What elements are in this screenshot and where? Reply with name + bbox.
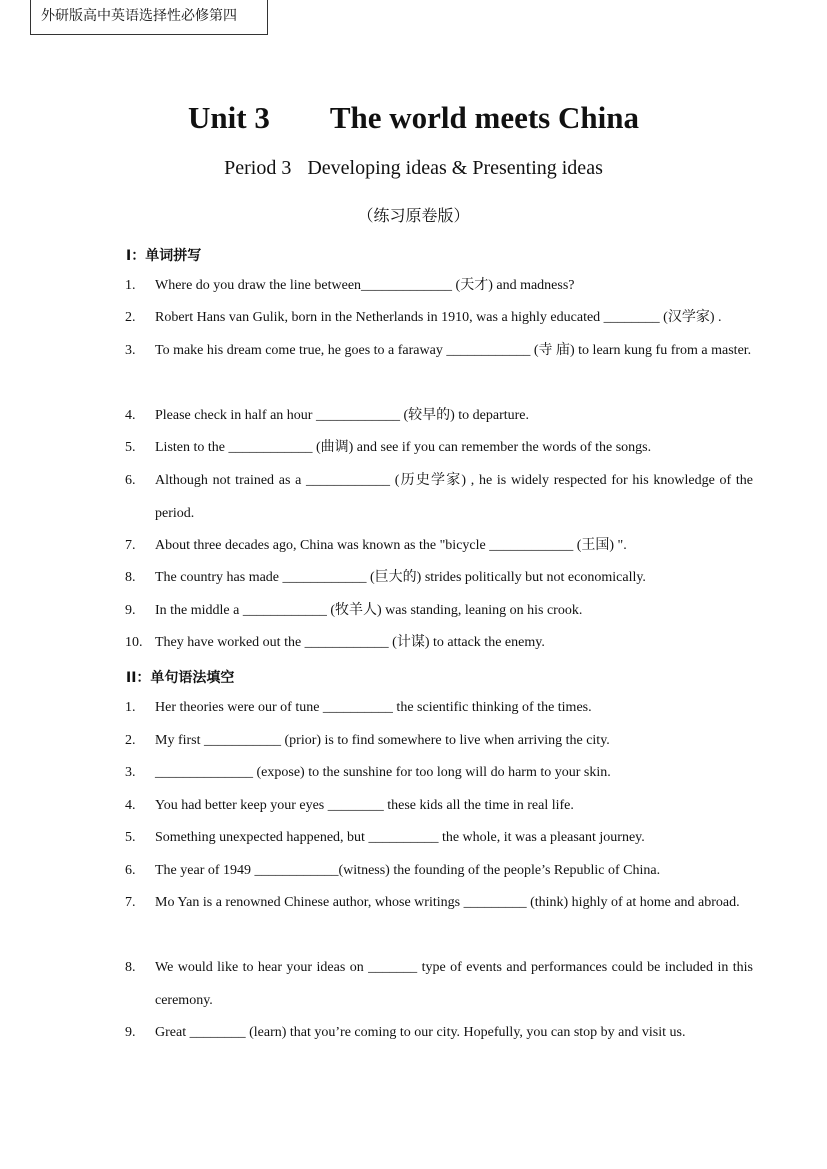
item-text: About three decades ago, China was known as the "bicycle ____________ (王国) ".: [155, 538, 627, 553]
item-number: 7.: [125, 538, 136, 553]
item-number: 3.: [125, 765, 136, 780]
item-number: 10.: [125, 635, 143, 650]
item-text: ______________ (expose) to the sunshine for too long will do harm to your skin.: [155, 765, 611, 780]
item-text: They have worked out the ____________ (计谋) to attack the enemy.: [155, 635, 545, 650]
section-1-heading: I：单词拼写: [126, 248, 202, 264]
list-item: [125, 855, 753, 888]
item-text: Something unexpected happened, but __________ the whole, it was a pleasant journey.: [155, 830, 645, 845]
item-text: Great ________ (learn) that you’re coming to our city. Hopefully, you can stop by and visit us.: [155, 1025, 686, 1040]
list-item: [125, 887, 753, 920]
item-number: 3.: [125, 343, 136, 358]
item-text: Robert Hans van Gulik, born in the Netherlands in 1910, was a highly educated ________ (汉学家) .: [155, 310, 722, 325]
item-number: 2.: [125, 733, 136, 748]
item-text: My first ___________ (prior) is to find somewhere to live when arriving the city.: [155, 733, 610, 748]
item-number: 4.: [125, 798, 136, 813]
list-item: [125, 692, 753, 725]
item-number: 8.: [125, 570, 136, 585]
item-number: 7.: [125, 895, 136, 910]
item-text: Where do you draw the line between_____________ (天才) and madness?: [155, 278, 575, 293]
list-item: [125, 595, 753, 628]
list-item: [125, 790, 753, 823]
item-number: 6.: [125, 473, 136, 488]
unit-number: Unit 3: [188, 100, 270, 135]
unit-title: [0, 100, 827, 136]
item-text: The country has made ____________ (巨大的) strides politically but not economically.: [155, 570, 646, 585]
item-text: Please check in half an hour ____________ (较早的) to departure.: [155, 408, 530, 423]
period-topic: Developing ideas & Presenting ideas: [307, 157, 603, 179]
period-subtitle: [0, 157, 827, 180]
item-number: 8.: [125, 960, 136, 975]
item-text: In the middle a ____________ (牧羊人) was standing, leaning on his crook.: [155, 603, 583, 618]
item-number: 5.: [125, 830, 136, 845]
version-label: （练习原卷版）: [357, 206, 470, 225]
item-number: 9.: [125, 603, 136, 618]
list-item: [125, 400, 753, 433]
item-text: You had better keep your eyes ________ these kids all the time in real life.: [155, 798, 574, 813]
unit-name: The world meets China: [329, 100, 639, 135]
list-item: [125, 270, 753, 303]
item-number: 6.: [125, 863, 136, 878]
list-item: [125, 822, 753, 855]
list-item: [125, 1017, 753, 1050]
item-text: Listen to the ____________ (曲调) and see if you can remember the words of the songs.: [155, 440, 652, 455]
item-number: 9.: [125, 1025, 136, 1040]
list-item: [125, 627, 753, 660]
list-item: [125, 757, 753, 790]
list-item: [125, 465, 753, 530]
period-label: Period 3: [224, 157, 292, 179]
item-text: Although not trained as a ____________ (历史学家) , he is widely respected for his knowledge of the period.: [155, 473, 753, 521]
list-item: [125, 335, 753, 368]
header-tag: 外研版高中英语选择性必修第四: [30, 0, 268, 35]
item-text: To make his dream come true, he goes to a faraway ____________ (寺 庙) to learn kung fu from a master.: [155, 343, 752, 358]
item-text: Her theories were our of tune __________ the scientific thinking of the times.: [155, 700, 592, 715]
section-2-heading: II：单句语法填空: [126, 670, 235, 686]
list-item: [125, 725, 753, 758]
item-number: 2.: [125, 310, 136, 325]
item-text: The year of 1949 ____________(witness) the founding of the people’s Republic of China.: [155, 863, 661, 878]
item-number: 5.: [125, 440, 136, 455]
list-item: [125, 432, 753, 465]
list-item: [125, 530, 753, 563]
list-item: [125, 562, 753, 595]
item-text: We would like to hear your ideas on _______ type of events and performances could be included in this ceremony.: [155, 960, 753, 1008]
item-number: 1.: [125, 700, 136, 715]
item-text: Mo Yan is a renowned Chinese author, whose writings _________ (think) highly of at home and abroad.: [155, 895, 740, 910]
list-item: [125, 952, 753, 1017]
item-number: 1.: [125, 278, 136, 293]
list-item: [125, 302, 753, 335]
item-number: 4.: [125, 408, 136, 423]
